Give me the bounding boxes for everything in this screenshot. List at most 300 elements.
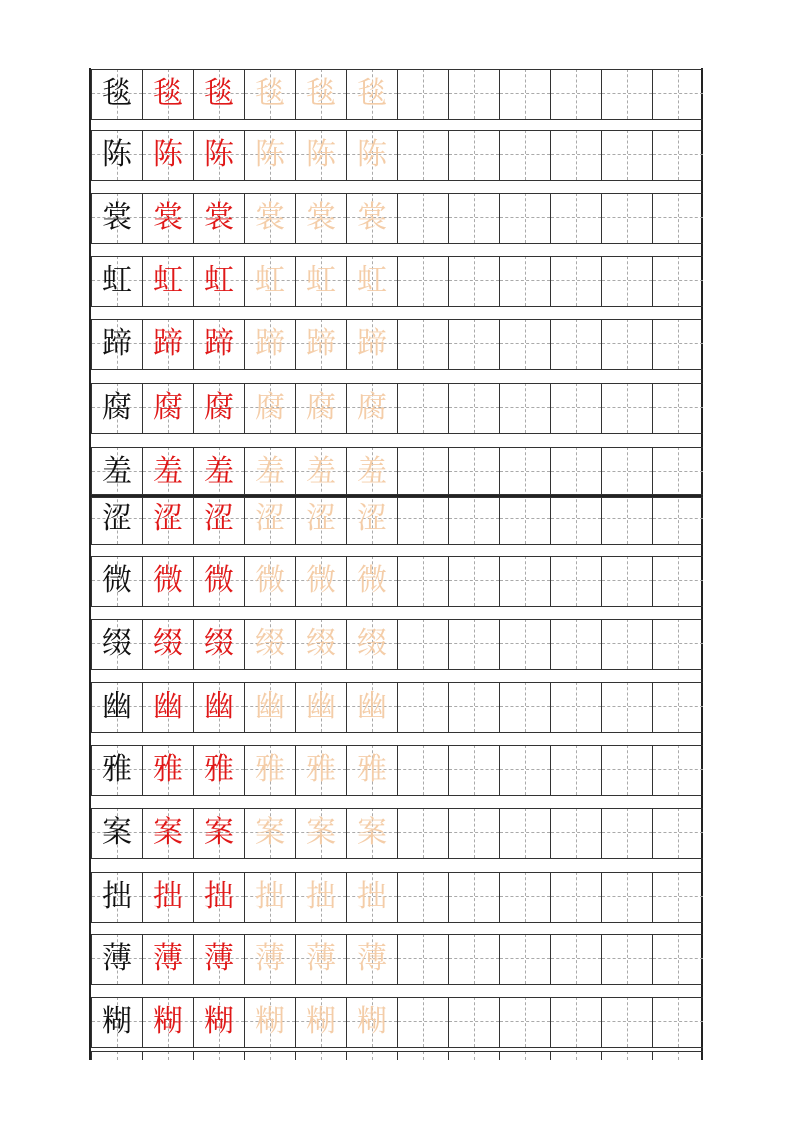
blank-practice-cell[interactable]	[601, 447, 652, 497]
row-bottom-border	[91, 1047, 703, 1048]
blank-practice-cell[interactable]	[448, 745, 499, 795]
trace-cell[interactable]	[346, 447, 397, 497]
guide-vertical	[321, 1051, 322, 1060]
blank-practice-cell[interactable]	[652, 494, 703, 544]
red-trace-character: 毯	[204, 76, 234, 111]
guide-vertical	[525, 934, 526, 984]
trace-cell[interactable]	[346, 997, 397, 1047]
guide-vertical	[117, 1051, 118, 1060]
blank-practice-cell[interactable]	[499, 130, 550, 180]
guide-vertical	[678, 1051, 679, 1060]
model-character: 薄	[102, 941, 132, 976]
blank-practice-cell[interactable]	[550, 997, 601, 1047]
row-bottom-border	[91, 119, 703, 120]
blank-practice-cell[interactable]	[397, 69, 448, 119]
guide-vertical	[270, 1051, 271, 1060]
row-bottom-border	[91, 795, 703, 796]
guide-vertical	[219, 1051, 220, 1060]
trace-cell[interactable]	[193, 447, 244, 497]
blank-practice-cell	[295, 1051, 346, 1060]
model-character: 涩	[102, 501, 132, 536]
guide-vertical	[168, 1051, 169, 1060]
guide-vertical	[678, 447, 679, 497]
row-bottom-border	[91, 306, 703, 307]
trace-cell[interactable]	[193, 997, 244, 1047]
faint-trace-character: 裳	[357, 200, 387, 235]
blank-practice-cell[interactable]	[397, 447, 448, 497]
guide-vertical	[576, 556, 577, 606]
blank-practice-cell	[193, 1051, 244, 1060]
faint-trace-character: 雅	[255, 752, 285, 787]
blank-practice-cell[interactable]	[601, 619, 652, 669]
blank-practice-cell[interactable]	[499, 256, 550, 306]
blank-practice-cell[interactable]	[550, 682, 601, 732]
blank-practice-cell[interactable]	[499, 808, 550, 858]
guide-vertical	[525, 1051, 526, 1060]
guide-vertical	[423, 808, 424, 858]
trace-cell[interactable]	[295, 556, 346, 606]
blank-practice-cell[interactable]	[652, 808, 703, 858]
faint-trace-character: 羞	[255, 454, 285, 489]
faint-trace-character: 拙	[255, 879, 285, 914]
trace-cell[interactable]	[244, 494, 295, 544]
blank-practice-cell[interactable]	[550, 193, 601, 243]
blank-practice-cell[interactable]	[448, 193, 499, 243]
blank-practice-cell[interactable]	[550, 556, 601, 606]
guide-vertical	[423, 383, 424, 433]
guide-vertical	[423, 447, 424, 497]
red-trace-character: 案	[153, 815, 183, 850]
guide-vertical	[576, 808, 577, 858]
blank-practice-cell[interactable]	[550, 494, 601, 544]
blank-practice-cell[interactable]	[397, 130, 448, 180]
guide-vertical	[678, 256, 679, 306]
faint-trace-character: 腐	[255, 390, 285, 425]
model-character: 毯	[102, 76, 132, 111]
model-character: 腐	[102, 390, 132, 425]
guide-vertical	[627, 808, 628, 858]
faint-trace-character: 陈	[255, 137, 285, 172]
guide-vertical	[525, 383, 526, 433]
trace-cell[interactable]	[295, 997, 346, 1047]
trace-cell[interactable]	[295, 682, 346, 732]
model-cell	[91, 872, 142, 922]
blank-practice-cell[interactable]	[550, 256, 601, 306]
guide-vertical	[525, 997, 526, 1047]
blank-practice-cell[interactable]	[448, 808, 499, 858]
trace-cell[interactable]	[346, 682, 397, 732]
blank-practice-cell[interactable]	[448, 556, 499, 606]
blank-practice-cell[interactable]	[601, 872, 652, 922]
blank-practice-cell[interactable]	[601, 319, 652, 369]
trace-cell[interactable]	[346, 494, 397, 544]
blank-practice-cell[interactable]	[652, 619, 703, 669]
trace-cell[interactable]	[295, 934, 346, 984]
blank-practice-cell[interactable]	[499, 872, 550, 922]
trace-cell[interactable]	[142, 997, 193, 1047]
faint-trace-character: 缀	[357, 626, 387, 661]
trace-cell[interactable]	[193, 319, 244, 369]
trace-cell[interactable]	[142, 130, 193, 180]
trace-cell[interactable]	[295, 619, 346, 669]
trace-cell[interactable]	[244, 997, 295, 1047]
trace-cell[interactable]	[193, 193, 244, 243]
trace-cell[interactable]	[193, 494, 244, 544]
blank-practice-cell[interactable]	[499, 745, 550, 795]
trace-cell[interactable]	[295, 383, 346, 433]
blank-practice-cell[interactable]	[652, 319, 703, 369]
guide-vertical	[576, 494, 577, 544]
trace-cell[interactable]	[142, 934, 193, 984]
faint-trace-character: 蹄	[306, 326, 336, 361]
trace-cell[interactable]	[346, 69, 397, 119]
trace-cell[interactable]	[244, 619, 295, 669]
trace-cell[interactable]	[346, 745, 397, 795]
trace-cell[interactable]	[295, 872, 346, 922]
blank-practice-cell[interactable]	[601, 682, 652, 732]
faint-trace-character: 薄	[255, 941, 285, 976]
faint-trace-character: 虹	[357, 263, 387, 298]
trace-cell[interactable]	[193, 619, 244, 669]
blank-practice-cell	[142, 1051, 193, 1060]
blank-practice-cell[interactable]	[601, 69, 652, 119]
red-trace-character: 微	[153, 563, 183, 598]
blank-practice-cell[interactable]	[652, 256, 703, 306]
red-trace-character: 裳	[204, 200, 234, 235]
guide-vertical	[423, 872, 424, 922]
row-top-border	[91, 193, 703, 194]
trace-cell[interactable]	[142, 682, 193, 732]
red-trace-character: 蹄	[153, 326, 183, 361]
trace-cell[interactable]	[142, 494, 193, 544]
trace-cell[interactable]	[346, 130, 397, 180]
blank-practice-cell[interactable]	[652, 447, 703, 497]
trace-cell[interactable]	[244, 745, 295, 795]
trace-cell[interactable]	[142, 193, 193, 243]
blank-practice-cell[interactable]	[448, 997, 499, 1047]
trace-cell[interactable]	[295, 745, 346, 795]
blank-practice-cell[interactable]	[652, 682, 703, 732]
guide-vertical	[423, 682, 424, 732]
guide-vertical	[525, 682, 526, 732]
blank-practice-cell[interactable]	[499, 494, 550, 544]
blank-practice-cell[interactable]	[550, 934, 601, 984]
guide-vertical	[576, 682, 577, 732]
trace-cell[interactable]	[244, 193, 295, 243]
blank-practice-cell[interactable]	[652, 934, 703, 984]
trace-cell[interactable]	[193, 745, 244, 795]
trace-cell[interactable]	[346, 934, 397, 984]
blank-practice-cell[interactable]	[397, 872, 448, 922]
model-cell	[91, 934, 142, 984]
trace-cell[interactable]	[244, 934, 295, 984]
trace-cell[interactable]	[142, 69, 193, 119]
blank-practice-cell[interactable]	[499, 556, 550, 606]
row-bottom-border	[91, 369, 703, 370]
guide-vertical	[423, 319, 424, 369]
guide-vertical	[474, 383, 475, 433]
red-trace-character: 陈	[204, 137, 234, 172]
trace-cell[interactable]	[295, 69, 346, 119]
blank-practice-cell[interactable]	[652, 383, 703, 433]
guide-vertical	[474, 808, 475, 858]
faint-trace-character: 拙	[357, 879, 387, 914]
row-top-border	[91, 682, 703, 683]
blank-practice-cell[interactable]	[652, 556, 703, 606]
trace-cell[interactable]	[193, 872, 244, 922]
blank-practice-cell[interactable]	[397, 193, 448, 243]
red-trace-character: 缀	[204, 626, 234, 661]
blank-practice-cell[interactable]	[448, 383, 499, 433]
trace-cell[interactable]	[193, 682, 244, 732]
blank-practice-cell[interactable]	[652, 997, 703, 1047]
guide-vertical	[525, 319, 526, 369]
guide-vertical	[576, 69, 577, 119]
red-trace-character: 雅	[204, 752, 234, 787]
trace-cell[interactable]	[244, 872, 295, 922]
blank-practice-cell[interactable]	[652, 69, 703, 119]
blank-practice-cell[interactable]	[550, 745, 601, 795]
blank-practice-cell[interactable]	[601, 745, 652, 795]
trace-cell[interactable]	[244, 808, 295, 858]
trace-cell[interactable]	[346, 256, 397, 306]
row-bottom-border	[91, 544, 703, 545]
faint-trace-character: 微	[255, 563, 285, 598]
model-cell	[91, 447, 142, 497]
faint-trace-character: 雅	[306, 752, 336, 787]
blank-practice-cell[interactable]	[448, 319, 499, 369]
trace-cell[interactable]	[346, 193, 397, 243]
guide-vertical	[678, 872, 679, 922]
trace-cell[interactable]	[346, 383, 397, 433]
trace-cell[interactable]	[193, 383, 244, 433]
red-trace-character: 案	[204, 815, 234, 850]
guide-vertical	[627, 130, 628, 180]
faint-trace-character: 蹄	[357, 326, 387, 361]
guide-vertical	[474, 745, 475, 795]
guide-vertical	[678, 494, 679, 544]
red-trace-character: 羞	[204, 454, 234, 489]
trace-cell[interactable]	[346, 556, 397, 606]
red-trace-character: 薄	[153, 941, 183, 976]
trace-cell[interactable]	[142, 745, 193, 795]
guide-vertical	[576, 997, 577, 1047]
faint-trace-character: 薄	[306, 941, 336, 976]
blank-practice-cell[interactable]	[499, 682, 550, 732]
trace-cell[interactable]	[244, 447, 295, 497]
guide-vertical	[678, 619, 679, 669]
guide-vertical	[525, 872, 526, 922]
trace-cell[interactable]	[142, 619, 193, 669]
trace-cell[interactable]	[346, 808, 397, 858]
trace-cell[interactable]	[295, 256, 346, 306]
blank-practice-cell[interactable]	[397, 934, 448, 984]
trace-cell[interactable]	[244, 69, 295, 119]
blank-practice-cell[interactable]	[550, 69, 601, 119]
faint-trace-character: 裳	[306, 200, 336, 235]
blank-practice-cell[interactable]	[448, 256, 499, 306]
model-character: 糊	[102, 1004, 132, 1039]
trace-cell[interactable]	[193, 130, 244, 180]
blank-practice-cell[interactable]	[448, 447, 499, 497]
blank-practice-cell[interactable]	[499, 193, 550, 243]
guide-vertical	[678, 808, 679, 858]
model-cell	[91, 69, 142, 119]
trace-cell[interactable]	[142, 383, 193, 433]
blank-practice-cell[interactable]	[499, 934, 550, 984]
blank-practice-cell[interactable]	[397, 319, 448, 369]
blank-practice-cell[interactable]	[601, 494, 652, 544]
blank-practice-cell[interactable]	[652, 872, 703, 922]
guide-vertical	[627, 934, 628, 984]
guide-vertical	[627, 319, 628, 369]
blank-practice-cell[interactable]	[448, 494, 499, 544]
faint-trace-character: 涩	[357, 501, 387, 536]
blank-practice-cell	[346, 1051, 397, 1060]
trace-cell[interactable]	[244, 319, 295, 369]
blank-practice-cell[interactable]	[397, 997, 448, 1047]
model-cell	[91, 745, 142, 795]
faint-trace-character: 糊	[306, 1004, 336, 1039]
faint-trace-character: 羞	[357, 454, 387, 489]
faint-trace-character: 腐	[357, 390, 387, 425]
faint-trace-character: 涩	[306, 501, 336, 536]
guide-vertical	[474, 494, 475, 544]
trace-cell[interactable]	[142, 319, 193, 369]
blank-practice-cell[interactable]	[601, 256, 652, 306]
trace-cell[interactable]	[295, 447, 346, 497]
trace-cell[interactable]	[142, 872, 193, 922]
guide-vertical	[576, 447, 577, 497]
blank-practice-cell[interactable]	[499, 383, 550, 433]
trace-cell[interactable]	[244, 682, 295, 732]
row-top-border	[91, 808, 703, 809]
blank-practice-cell[interactable]	[550, 130, 601, 180]
blank-practice-cell[interactable]	[499, 619, 550, 669]
blank-practice-cell[interactable]	[550, 319, 601, 369]
guide-vertical	[423, 130, 424, 180]
model-character: 拙	[102, 879, 132, 914]
blank-practice-cell[interactable]	[397, 619, 448, 669]
guide-vertical	[576, 934, 577, 984]
blank-practice-cell[interactable]	[499, 69, 550, 119]
trace-cell[interactable]	[193, 934, 244, 984]
blank-practice-cell[interactable]	[397, 745, 448, 795]
blank-practice-cell[interactable]	[601, 934, 652, 984]
faint-trace-character: 幽	[357, 689, 387, 724]
trace-cell[interactable]	[244, 130, 295, 180]
blank-practice-cell[interactable]	[448, 619, 499, 669]
model-cell	[91, 319, 142, 369]
blank-practice-cell[interactable]	[652, 193, 703, 243]
blank-practice-cell[interactable]	[550, 872, 601, 922]
blank-practice-cell[interactable]	[448, 130, 499, 180]
blank-practice-cell[interactable]	[448, 682, 499, 732]
guide-vertical	[576, 872, 577, 922]
guide-vertical	[525, 193, 526, 243]
faint-trace-character: 糊	[357, 1004, 387, 1039]
blank-practice-cell[interactable]	[397, 808, 448, 858]
trace-cell[interactable]	[193, 256, 244, 306]
faint-trace-character: 糊	[255, 1004, 285, 1039]
blank-practice-cell[interactable]	[397, 256, 448, 306]
guide-vertical	[474, 193, 475, 243]
trace-cell[interactable]	[142, 808, 193, 858]
blank-practice-cell[interactable]	[550, 447, 601, 497]
blank-practice-cell[interactable]	[601, 130, 652, 180]
blank-practice-cell[interactable]	[550, 808, 601, 858]
blank-practice-cell[interactable]	[601, 997, 652, 1047]
guide-vertical	[627, 1051, 628, 1060]
blank-practice-cell[interactable]	[448, 872, 499, 922]
trace-cell[interactable]	[346, 872, 397, 922]
guide-vertical	[474, 682, 475, 732]
blank-practice-cell[interactable]	[550, 383, 601, 433]
model-cell	[91, 997, 142, 1047]
blank-practice-cell[interactable]	[448, 69, 499, 119]
trace-cell[interactable]	[142, 256, 193, 306]
faint-trace-character: 虹	[306, 263, 336, 298]
row-top-border	[91, 319, 703, 320]
guide-vertical	[525, 808, 526, 858]
guide-vertical	[678, 130, 679, 180]
row-top-border	[91, 997, 703, 998]
trace-cell[interactable]	[295, 193, 346, 243]
blank-practice-cell[interactable]	[601, 193, 652, 243]
trace-cell[interactable]	[346, 619, 397, 669]
row-top-border	[91, 934, 703, 935]
trace-cell[interactable]	[295, 319, 346, 369]
blank-practice-cell[interactable]	[499, 447, 550, 497]
trace-cell[interactable]	[193, 69, 244, 119]
red-trace-character: 虹	[153, 263, 183, 298]
blank-practice-cell[interactable]	[550, 619, 601, 669]
blank-practice-cell[interactable]	[499, 997, 550, 1047]
faint-trace-character: 裳	[255, 200, 285, 235]
blank-practice-cell[interactable]	[397, 383, 448, 433]
blank-practice-cell[interactable]	[499, 319, 550, 369]
blank-practice-cell[interactable]	[448, 934, 499, 984]
trace-cell[interactable]	[193, 556, 244, 606]
guide-vertical	[576, 130, 577, 180]
guide-vertical	[576, 256, 577, 306]
row-top-border	[91, 872, 703, 873]
blank-practice-cell	[244, 1051, 295, 1060]
red-trace-character: 幽	[204, 689, 234, 724]
trace-cell[interactable]	[295, 808, 346, 858]
blank-practice-cell[interactable]	[601, 556, 652, 606]
blank-practice-cell[interactable]	[652, 745, 703, 795]
blank-practice-cell[interactable]	[601, 383, 652, 433]
row-bottom-border	[91, 922, 703, 923]
blank-practice-cell[interactable]	[397, 682, 448, 732]
trace-cell[interactable]	[193, 808, 244, 858]
trace-cell[interactable]	[295, 130, 346, 180]
guide-vertical	[525, 256, 526, 306]
trace-cell[interactable]	[142, 447, 193, 497]
trace-cell[interactable]	[244, 556, 295, 606]
blank-practice-cell[interactable]	[601, 808, 652, 858]
trace-cell[interactable]	[295, 494, 346, 544]
trace-cell[interactable]	[244, 256, 295, 306]
trace-cell[interactable]	[244, 383, 295, 433]
blank-practice-cell[interactable]	[397, 556, 448, 606]
trace-cell[interactable]	[142, 556, 193, 606]
blank-practice-cell[interactable]	[397, 494, 448, 544]
red-trace-character: 蹄	[204, 326, 234, 361]
trace-cell[interactable]	[346, 319, 397, 369]
blank-practice-cell[interactable]	[652, 130, 703, 180]
